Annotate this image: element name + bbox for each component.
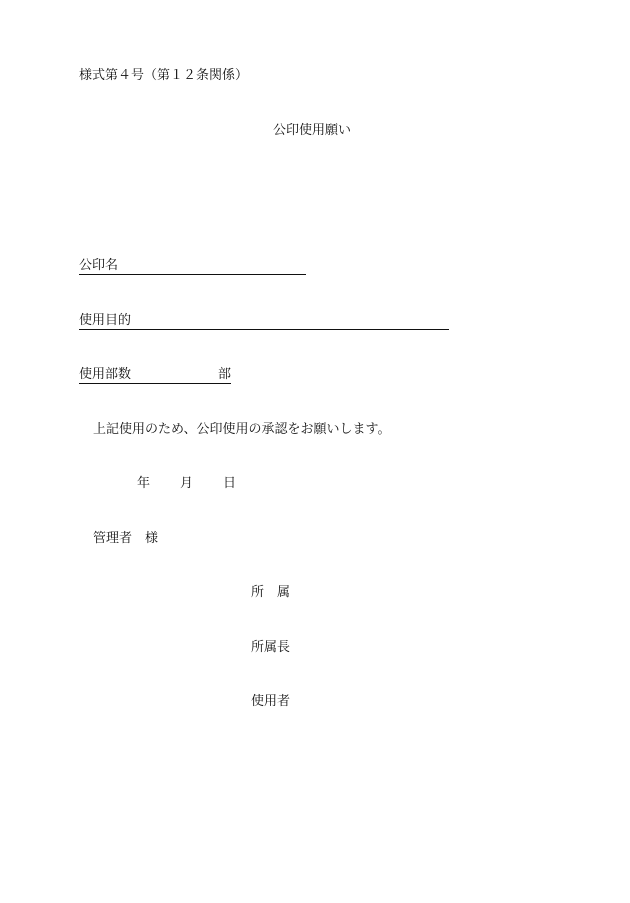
user-label: 使用者: [251, 694, 291, 709]
addressee: 管理者 様: [93, 531, 159, 546]
date-day: 日: [223, 476, 237, 491]
document-title: 公印使用願い: [273, 123, 352, 138]
department-head-label: 所属長: [251, 640, 291, 655]
department-label: 所 属: [251, 585, 291, 600]
copies-label: 使用部数: [79, 367, 132, 382]
form-number: 様式第４号（第１２条関係）: [79, 68, 249, 83]
date-month: 月: [180, 476, 194, 491]
seal-name-label: 公印名: [79, 258, 119, 273]
date-year: 年: [137, 476, 151, 491]
purpose-row: [79, 313, 449, 330]
copies-row: [79, 367, 231, 384]
copies-field[interactable]: [131, 367, 218, 384]
copies-unit: 部: [218, 367, 232, 382]
purpose-field[interactable]: [131, 313, 449, 330]
purpose-label: 使用目的: [79, 313, 132, 328]
seal-name-field[interactable]: [118, 258, 306, 275]
seal-name-row: [79, 258, 306, 275]
request-statement: 上記使用のため、公印使用の承認をお願いします。: [93, 422, 391, 437]
